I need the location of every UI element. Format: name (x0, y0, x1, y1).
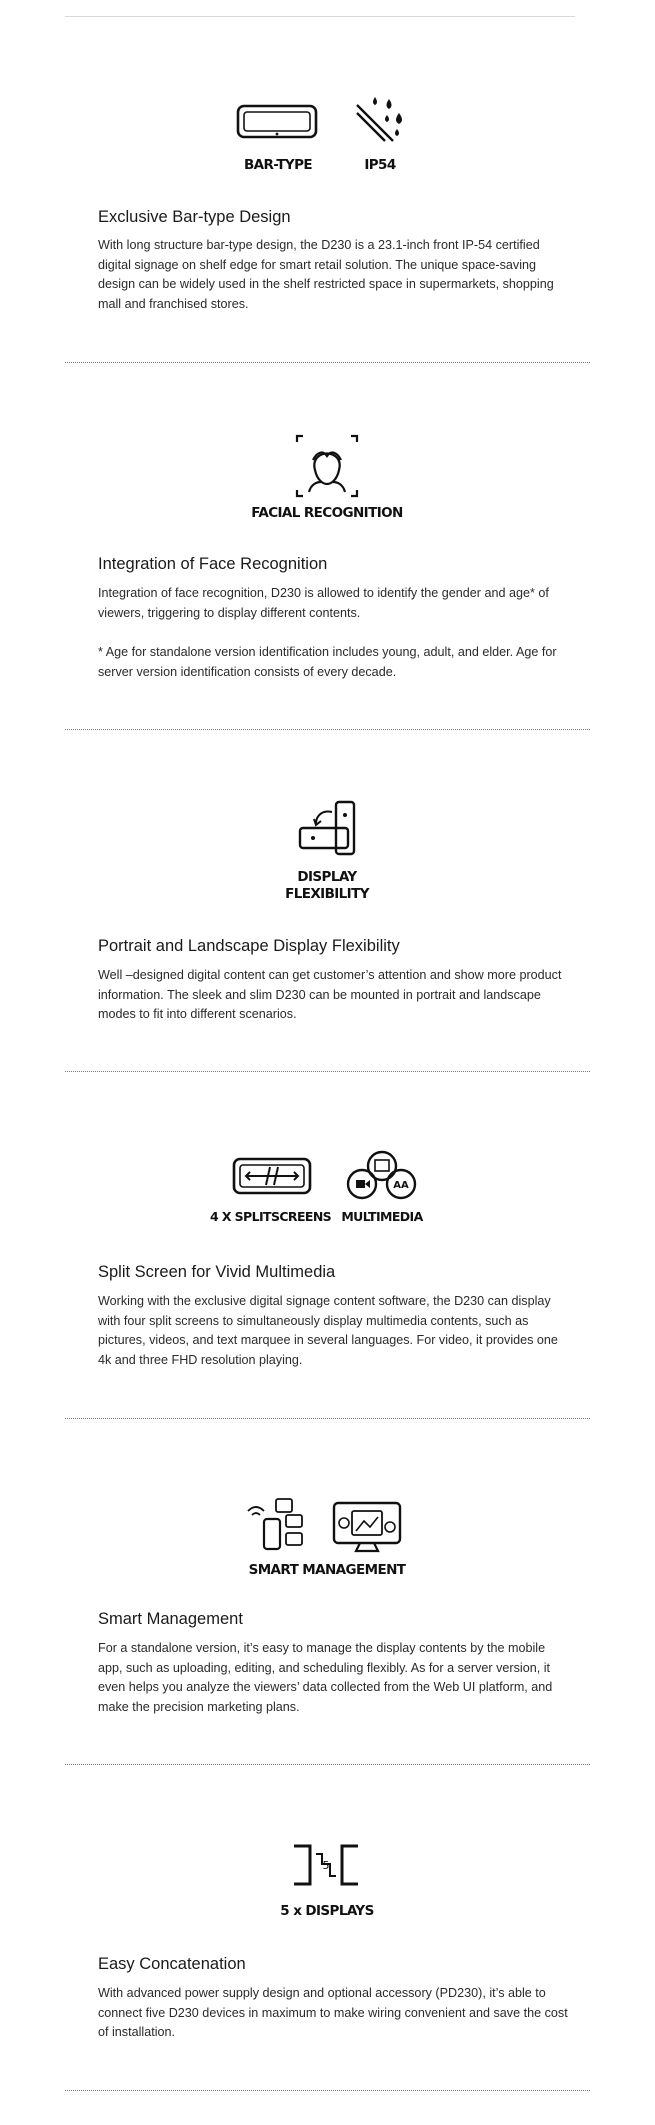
display-flexibility-label: DISPLAY FLEXIBILITY (285, 869, 369, 902)
facial-recognition-label: FACIAL RECOGNITION (251, 505, 403, 521)
smart-management-label: SMART MANAGEMENT (248, 1562, 406, 1578)
split-screens-label: 4 X SPLITSCREENS (210, 1209, 332, 1224)
section-paragraph: Working with the exclusive digital signage content software, the D230 can display with four split screens to simultaneously display multimedia contents, such as pictures, videos, and text marquee in several languages. For video, it provides one 4k and three FHD resolution playing. (98, 1294, 558, 1367)
section-divider (65, 729, 590, 730)
section-heading: Easy Concatenation (98, 1955, 246, 1973)
section-paragraph: For a standalone version, it’s easy to manage the display contents by the mobile app, such as uploading, editing, and scheduling flexibly. As for a server version, it even helps you analyze the viewers’ data collected from the Web UI platform, and make the precision marketing plans. (98, 1641, 553, 1714)
bar-type-label: BAR-TYPE (243, 157, 313, 173)
section-heading: Smart Management (98, 1610, 243, 1628)
section-divider (65, 362, 590, 363)
facial-recognition-icon (295, 434, 359, 498)
smart-management-icon (246, 1497, 406, 1555)
section-heading: Portrait and Landscape Display Flexibility (98, 937, 400, 955)
bar-type-icon (236, 104, 320, 144)
section-paragraph: With advanced power supply design and optional accessory (PD230), it’s able to connect five D230 devices in maximum to make wiring convenient and save the cost of installation. (98, 1986, 568, 2040)
section-divider (65, 1764, 590, 1765)
section-heading: Split Screen for Vivid Multimedia (98, 1263, 336, 1281)
section-note: * Age for standalone version identification includes young, adult, and elder. Age for server version identification consists of every decade. (98, 645, 557, 679)
ip54-icon (355, 95, 411, 143)
section-heading: Exclusive Bar-type Design (98, 208, 291, 226)
section-heading: Integration of Face Recognition (98, 555, 328, 573)
multimedia-icon (346, 1148, 418, 1204)
section-paragraph: With long structure bar-type design, the D230 is a 23.1-inch front IP-54 certified digital signage on shelf edge for smart retail solution. The unique space-saving design can be widely used in the shelf restricted space in supermarkets, shopping mall and franchised stores. (98, 238, 554, 311)
section-paragraph: Integration of face recognition, D230 is allowed to identify the gender and age* of viewers, triggering to display different contents. (98, 586, 549, 620)
ip54-label: IP54 (364, 157, 396, 173)
concatenation-icon (292, 1844, 360, 1886)
section-paragraph: Well –designed digital content can get customer’s attention and show more product information. The sleek and slim D230 can be mounted in portrait and landscape modes to fit into different scenarios. (98, 968, 562, 1022)
display-flexibility-icon (296, 800, 360, 856)
section-divider (65, 1071, 590, 1072)
split-screens-icon (232, 1157, 314, 1197)
svg-text:AA: AA (393, 1180, 409, 1191)
section-divider (65, 2090, 590, 2091)
svg-text:5: 5 (322, 1859, 330, 1872)
multimedia-label: MULTIMEDIA (341, 1209, 423, 1224)
concatenation-label: 5 x DISPLAYS (280, 1903, 374, 1919)
top-divider (65, 16, 575, 17)
section-divider (65, 1418, 590, 1419)
